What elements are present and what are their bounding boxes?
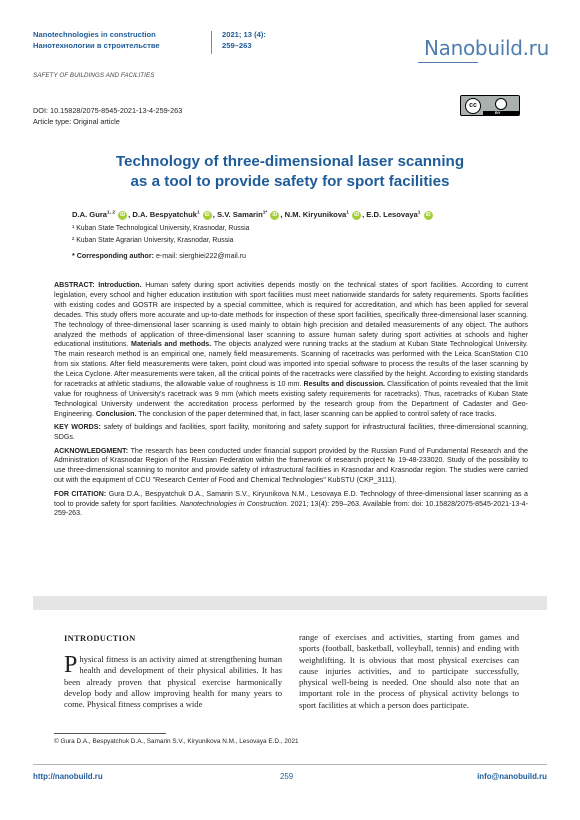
article-title bbox=[60, 152, 520, 192]
keywords-paragraph bbox=[54, 423, 528, 443]
introduction-left-text: hysical fitness is an activity aimed at strengthening human health and development of their physical abilities. It has been already proven that physical exercise harmonically develop body and allow improving health for many years to come. Physical fitness comprises a wide bbox=[64, 654, 282, 710]
introduction-heading: INTRODUCTION bbox=[64, 633, 136, 643]
issue-number: 2021; 13 (4): bbox=[222, 30, 266, 39]
journal-name-ru: Нанотехнологии в строительстве bbox=[33, 40, 160, 50]
title-line-2: as a tool to provide safety for sport facilities bbox=[130, 173, 450, 190]
orcid-icon[interactable]: iD bbox=[425, 212, 431, 218]
cc-by-license-icon[interactable] bbox=[460, 95, 520, 116]
author-affil-mark: 1* bbox=[262, 210, 268, 216]
footnote-rule bbox=[54, 733, 166, 734]
abstract-conclusion-heading: Conclusion. bbox=[95, 409, 137, 418]
attribution-person-icon bbox=[495, 98, 507, 110]
nanobuild-logo[interactable] bbox=[416, 30, 548, 70]
citation-doi[interactable]: 2021; 13(4): 259–263. Available from: doi: 10.15828/2075-8545-2021-13-4-259-263. bbox=[54, 499, 528, 518]
corresponding-email[interactable]: e-mail: sierghiei222@mail.ru bbox=[155, 252, 246, 260]
author-affil-mark: 1 bbox=[417, 210, 421, 216]
abstract-results-text: Classification of points revealed that the limit value for roughness of University’s racetrack was 9 mm (which meets existing safety requirements for racetracks). Thus, racetracks of Kuban State Technological University underwent the accreditation process performed by the research group from the Department of Cadaster and Geo-Engineering. bbox=[54, 380, 528, 418]
introduction-right-column: range of exercises and activities, starting from games and sports (football, basketball, volleyball, tennis) and ending with weightlifting. It is obvious that most physical exercises can cause injuries activities, and to participate successfully, physical well-being is needed. One should also note that an important role in the process of physical activity belongs to sport facilities at which a person does participate. bbox=[299, 632, 519, 710]
abstract-label: ABSTRACT: bbox=[54, 281, 95, 289]
abstract-methods-text: The objects analyzed were running tracks at the stadium at Kuban State Technological University. The main research method is an empirical one, namely field measurements. Scanning of racetracks was performed with the Leica ScanStation C10 from six stations. After field measurements were taken, point cloud was imported into special software to process the results of the laser scanning by the Leica Cyclone. After measurements were taken, all the critical points of the racetracks were classified by the height. According to existing standards for racetracks at athletic stadiums, the allowable value of roughness is 10 mm. bbox=[54, 340, 528, 389]
author-affil-mark: 1 bbox=[346, 210, 349, 216]
citation-text: Gura D.A., Bespyatchuk D.A., Samarin S.V., Kiryunikova N.M., Lesovaya E.D. Technology of three-dimensional laser scanning as a tool to provide safety for sport facilities. bbox=[54, 489, 528, 508]
affiliation-1: ¹ Kuban State Technological University, Krasnodar, Russia bbox=[72, 225, 250, 232]
abstract-block bbox=[54, 281, 528, 523]
copyright-note: © Gura D.A., Bespyatchuk D.A., Samarin S.V., Kiryunikova N.M., Lesovaya E.D., 2021 bbox=[54, 738, 299, 745]
doi-text[interactable]: DOI: 10.15828/2075-8545-2021-13-4-259-263 bbox=[33, 106, 183, 115]
corresponding-label: * Corresponding author: bbox=[72, 252, 154, 260]
orcid-icon[interactable]: iD bbox=[354, 212, 360, 218]
orcid-icon[interactable]: iD bbox=[120, 212, 126, 218]
abstract-intro-text: Human safety during sport activities depends mostly on the technical states of sport facilities. According to current legislation, every school and higher education institution with sport facilities must meet nationwide standards for safety requirements. Sports facilities with existing codes and GOSTR are inspected by a special committee, which is required for accreditation, and which has been applied for several decades. This study offers more accurate and up-to-date methods for inspection of these sport facilities, specifically three-dimensional laser scanning. The technology of three-dimensional laser scanning is used mainly to obtain high precision and detailed measurements of any object. The authors analyzed the methods of application of three-dimensional laser scanning to assure human safety during sport activities at schools and higher educational institutions. bbox=[54, 281, 528, 349]
page-number: 259 bbox=[280, 772, 294, 781]
abstract-methods-heading: Materials and methods. bbox=[131, 340, 212, 349]
author-affil-mark: 1, 2 bbox=[107, 210, 116, 216]
cc-icon: cc bbox=[465, 98, 481, 114]
drop-cap: P bbox=[64, 652, 78, 678]
author-name: N.M. Kiryunikova bbox=[284, 210, 347, 219]
corresponding-author bbox=[72, 252, 246, 260]
author-list: D.A. Gura$^{1, 2}$ iD , D.A. Bespyatchuk$^1$ iD , S.V. Samarin$^{1*}$ iD , N.M. Kiryunikova$^1$ iD , E.D. Lesovaya$^1$ iD bbox=[72, 210, 431, 219]
title-line-1: Technology of three-dimensional laser scanning bbox=[115, 153, 465, 170]
citation-journal: Nanotechnologies in Construction. bbox=[180, 499, 289, 508]
keywords-label: KEY WORDS: bbox=[54, 423, 101, 432]
affiliation-2: ² Kuban State Agrarian University, Krasnodar, Russia bbox=[72, 237, 234, 244]
introduction-left-column bbox=[64, 654, 282, 710]
footer-rule bbox=[33, 764, 547, 765]
acknowledgment-label: ACKNOWLEDGMENT: bbox=[54, 446, 129, 455]
abstract-results-heading: Results and discussion. bbox=[303, 380, 386, 389]
issue-info bbox=[222, 30, 266, 51]
author-name: D.A. Bespyatchuk bbox=[132, 210, 197, 219]
doi-block bbox=[33, 105, 182, 127]
journal-name-en: Nanotechnologies in construction bbox=[33, 30, 156, 39]
citation-label: FOR CITATION: bbox=[54, 489, 107, 498]
journal-name bbox=[33, 30, 160, 51]
citation-paragraph bbox=[54, 490, 528, 520]
abstract-intro-heading: Introduction. bbox=[98, 281, 142, 289]
author-name: E.D. Lesovaya bbox=[366, 210, 418, 219]
author-name: S.V. Samarin bbox=[217, 210, 263, 219]
footer-url[interactable]: http://nanobuild.ru bbox=[33, 772, 103, 781]
section-label: SAFETY OF BUILDINGS AND FACILITIES bbox=[33, 72, 155, 79]
acknowledgment-text: The research has been conducted under financial support provided by the Russian Fund of Fundamental Research and the Administration of Krasnodar Region of the Russian Federation within the framework of research project № 19-48-233020. Study of the possibility to use three-dimensional scanning to monitor and provide safety of infrastructural facilities in Krasnodar and Krasnodar region. The studies were carried out with the equipment of CCU "Research Center of Food and Chemical Technologies" KubSTU (CKP_3111). bbox=[54, 446, 528, 485]
logo-text: Nanobuild.ru bbox=[424, 36, 549, 60]
author-name: D.A. Gura bbox=[72, 210, 108, 219]
footer-email[interactable]: info@nanobuild.ru bbox=[477, 772, 547, 781]
issue-pages: 259–263 bbox=[222, 40, 252, 50]
acknowledgment-paragraph bbox=[54, 447, 528, 487]
header-divider bbox=[211, 31, 212, 54]
logo-underline bbox=[418, 62, 478, 63]
abstract-conclusion-text: The conclusion of the paper determined that, in fact, laser scanning can be applied to control safety of race tracks. bbox=[138, 409, 497, 418]
orcid-icon[interactable]: iD bbox=[272, 212, 278, 218]
by-label: BY bbox=[495, 110, 501, 115]
orcid-icon[interactable]: iD bbox=[204, 212, 210, 218]
abstract-paragraph bbox=[54, 281, 528, 420]
keywords-text: safety of buildings and facilities, sport facility, monitoring and safety support for infrastructural facilities, three-dimensional scanning, SDGs. bbox=[54, 423, 528, 442]
article-type: Article type: Original article bbox=[33, 117, 120, 126]
author-affil-mark: 1 bbox=[196, 210, 200, 216]
section-divider-band bbox=[33, 596, 547, 610]
license-bar bbox=[483, 111, 520, 116]
